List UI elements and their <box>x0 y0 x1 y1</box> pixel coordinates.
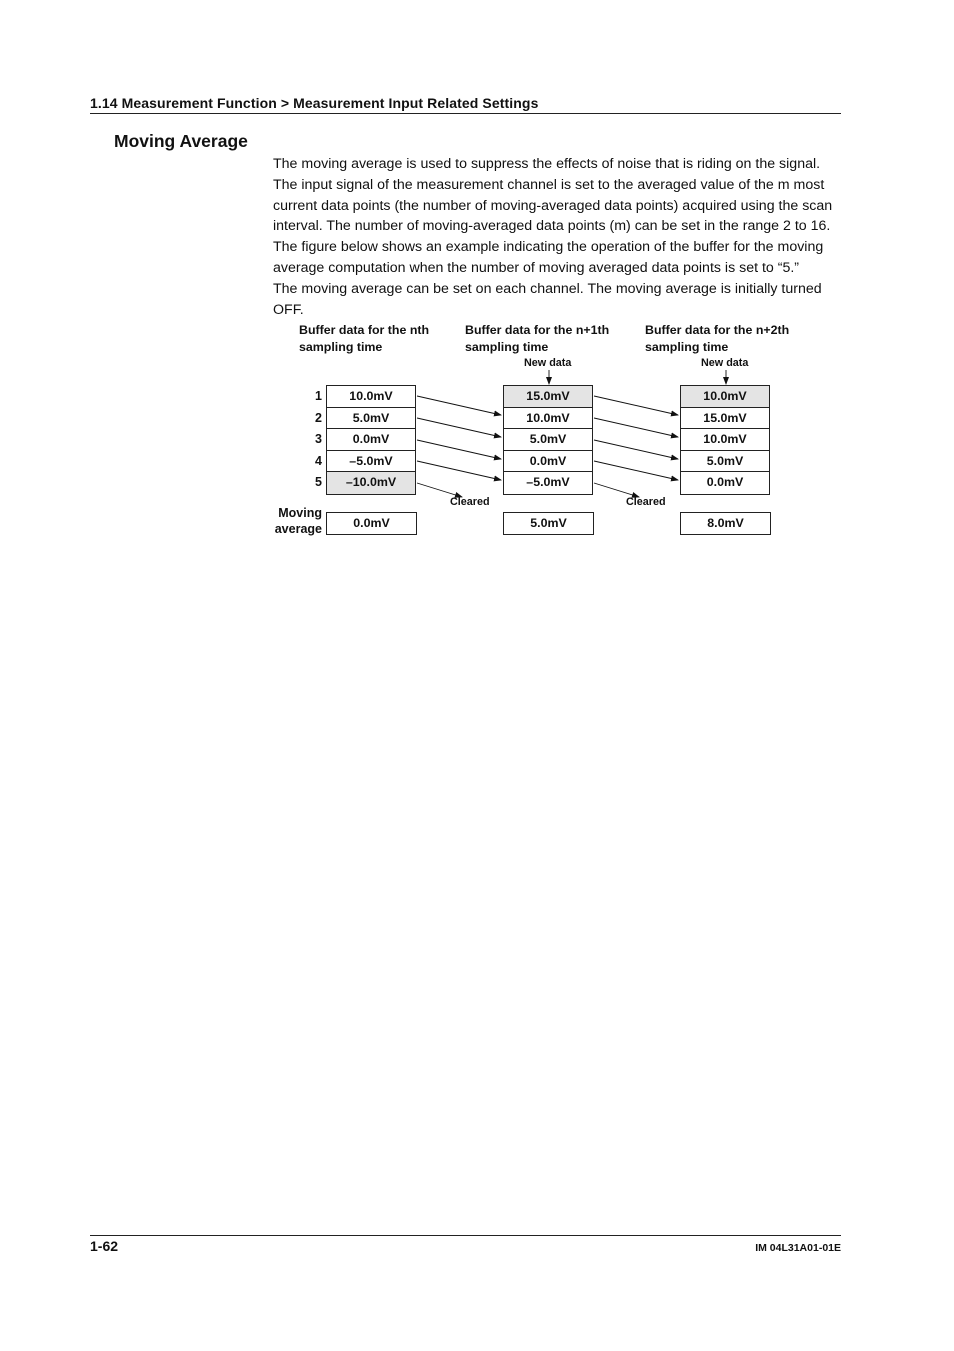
shift-arrow <box>417 396 501 415</box>
moving-average-value: 8.0mV <box>680 512 771 535</box>
buffer-cell: 15.0mV <box>681 408 769 430</box>
buffer-cell: 5.0mV <box>504 429 592 451</box>
shift-arrow <box>594 418 678 437</box>
paragraph-1: The moving average is used to suppress the effects of noise that is riding on the signal. The input signal of the measurement channel is set to the averaged value of the m most current data points (the number of moving-averaged data points) acquired using the scan interval. The number of moving-averaged data points (m) can be set in the range 2 to 16. The figure below shows an example indicating the operation of the buffer for the moving average computation when the number of moving averaged data points is set to “5.” <box>273 156 833 276</box>
row-number: 2 <box>315 411 322 425</box>
cleared-label: Cleared <box>450 496 490 508</box>
shift-arrow <box>417 440 501 459</box>
shift-arrow <box>417 461 501 480</box>
shift-arrow <box>594 440 678 459</box>
page-number: 1-62 <box>90 1238 119 1254</box>
buffer-cell: 0.0mV <box>706 475 744 490</box>
moving-average-label <box>268 506 322 537</box>
paragraph-2: The moving average can be set on each channel. The moving average is initially turned OFF. <box>273 280 822 318</box>
buffer-cell: 0.0mV <box>327 429 415 451</box>
row-number: 4 <box>315 454 322 468</box>
header-title: 1.14 Measurement Function > Measurement Input Related Settings <box>90 95 539 111</box>
column-title-line: sampling time <box>465 339 549 354</box>
buffer-cell-new: 10.0mV <box>681 386 769 408</box>
new-data-label: New data <box>524 357 572 369</box>
column-title-line: Buffer data for the n+2th <box>645 323 790 337</box>
buffer-cell: 10.0mV <box>681 429 769 451</box>
buffer-cell: 0.0mV <box>504 451 592 473</box>
buffer-cell: –5.0mV <box>526 475 570 490</box>
buffer-cell-new: 15.0mV <box>504 386 592 408</box>
cleared-label: Cleared <box>626 496 666 508</box>
moving-average-value: 0.0mV <box>326 512 417 535</box>
column-title-line: sampling time <box>299 339 383 354</box>
row-number: 5 <box>315 475 322 489</box>
section-title: Moving Average <box>114 131 248 151</box>
buffer-cell-oldest: –10.0mV <box>327 472 415 494</box>
buffer-cell: 10.0mV <box>504 408 592 430</box>
shift-arrow <box>417 418 501 437</box>
moving-average-label-line: average <box>274 521 322 536</box>
column-title-line: Buffer data for the nth <box>299 323 430 337</box>
buffer-cell: –5.0mV <box>327 451 415 473</box>
column-title-line: Buffer data for the n+1th <box>465 323 610 337</box>
shift-arrow <box>594 396 678 415</box>
moving-average-label-line: Moving <box>278 506 322 520</box>
document-id: IM 04L31A01-01E <box>755 1242 841 1254</box>
shift-arrow <box>594 461 678 480</box>
row-number: 3 <box>315 432 322 446</box>
cleared-arrow <box>417 483 462 497</box>
new-data-label: New data <box>701 357 749 369</box>
buffer-cell: 5.0mV <box>681 451 769 473</box>
row-number: 1 <box>315 389 322 403</box>
buffer-cell: 5.0mV <box>327 408 415 430</box>
cleared-arrow <box>594 483 639 497</box>
buffer-cell: 10.0mV <box>327 386 415 408</box>
footer-rule <box>90 1235 841 1236</box>
column-title-line: sampling time <box>645 339 729 354</box>
moving-average-value: 5.0mV <box>503 512 594 535</box>
